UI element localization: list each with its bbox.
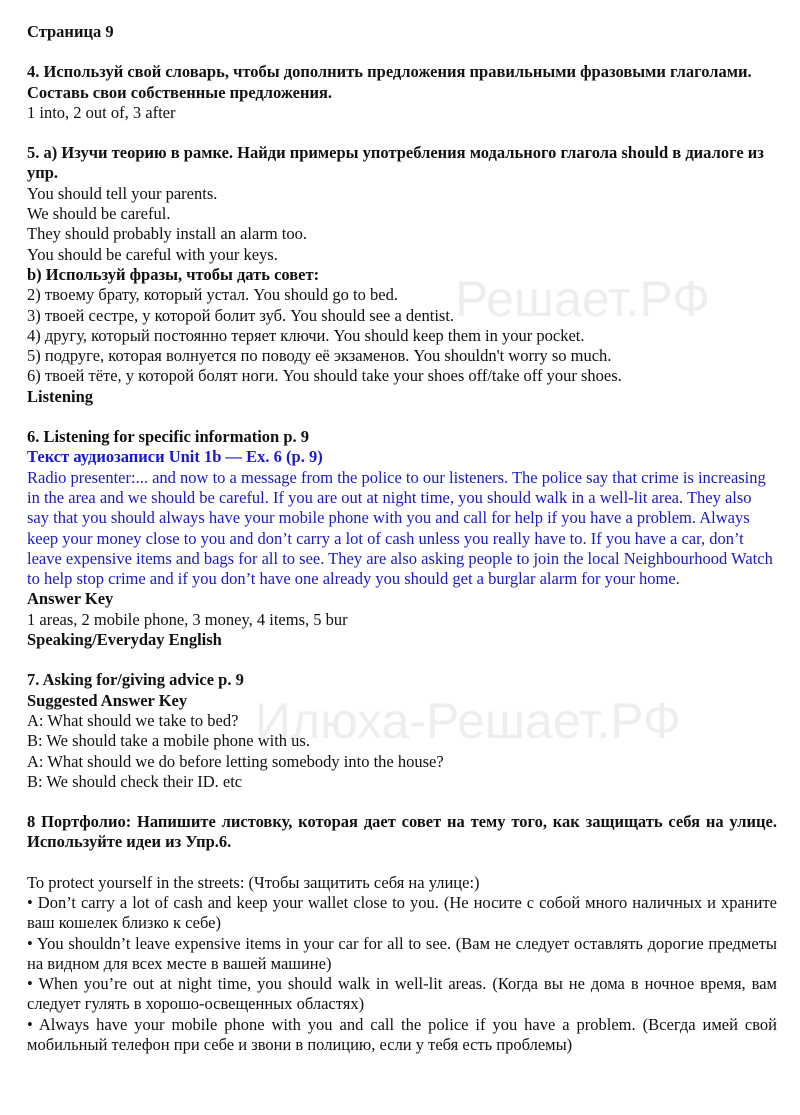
dialogue-line: B: We should check their ID. etc — [27, 771, 243, 791]
audio-transcript: Radio presenter:... and now to a message from the police to our listeners. The police say that crime is increasing in the area and we should be careful. If you are out at night time, you should walk in a well-lit area. They also say that you should always have your mobile phone with you and call for help if you have a problem. Always keep your money close to you and don’t carry a lot of cash unless you really have to. If you have a car, don’t leave expensive items and bags for all to see. They are also asking people to join the local Neighbourhood Watch to help stop crime and if you don’t have one already you should get a burglar alarm for your home. — [27, 467, 773, 589]
dialogue-line: A: What should we do before letting somebody into the house? — [27, 751, 444, 771]
watermark: Илюха-Решает.РФ — [255, 693, 682, 749]
audio-title: Текст аудиозаписи Unit 1b — Ex. 6 (p. 9) — [27, 447, 323, 467]
ex5a-heading: 5. а) Изучи теорию в рамке. Найди примеры употребления модального глагола should в диалоге из упр. — [27, 143, 764, 183]
ex8-bullet: • Don’t carry a lot of cash and keep your wallet close to you. (Не носите с собой много наличных и храните ваш кошелек близко к себе) — [27, 892, 777, 933]
answer-key-label: Answer Key — [27, 589, 114, 609]
ex5b-line: 2) твоему брату, который устал. You should go to bed. — [27, 285, 398, 305]
dialogue-line: A: What should we take to bed? — [27, 710, 239, 730]
ex5a-line: They should probably install an alarm too. — [27, 224, 307, 244]
ex8-bullet: • Always have your mobile phone with you and call the police if you have a problem. (Всегда имей свой мобильный телефон при себе и звони в полицию, если у тебя есть проблемы) — [27, 1014, 777, 1055]
dialogue-line: B: We should take a mobile phone with us. — [27, 731, 310, 751]
ex8-heading: 8 Портфолио: Напишите листовку, которая дает совет на тему того, как защищать себя на улице. Используйте идеи из Упр.6. — [27, 812, 777, 852]
document-page — [27, 22, 777, 1055]
ex5a-line: We should be careful. — [27, 204, 171, 224]
page-title: Страница 9 — [27, 22, 114, 41]
ex4-answer: 1 into, 2 out of, 3 after — [27, 102, 176, 122]
section-heading: Speaking/Everyday English — [27, 630, 222, 650]
ex7-heading: 7. Asking for/giving advice p. 9 — [27, 670, 244, 690]
ex6-heading: 6. Listening for specific information p. 9 — [27, 427, 310, 447]
section-heading: Listening — [27, 386, 94, 406]
ex4-heading: 4. Используй свой словарь, чтобы дополнить предложения правильными фразовыми глаголами. Составь свои собственные предложения. — [27, 62, 752, 102]
ex5b-line: 5) подруге, которая волнуется по поводу её экзаменов. You shouldn't worry so much. — [27, 346, 612, 366]
suggested-key-label: Suggested Answer Key — [27, 690, 188, 710]
ex8-bullet: • You shouldn’t leave expensive items in your car for all to see. (Вам не следует оставлять дорогие предметы на видном для всех месте в вашей машине) — [27, 933, 777, 973]
ex8-bullet: • When you’re out at night time, you should walk in well-lit areas. (Когда вы не дома в ночное время, вам следует гулять в хорошо-освещенных областях) — [27, 974, 777, 1014]
ex6-answer: 1 areas, 2 mobile phone, 3 money, 4 items, 5 bur — [27, 609, 348, 629]
ex5a-line: You should tell your parents. — [27, 183, 218, 203]
ex8-intro: To protect yourself in the streets: (Чтобы защитить себя на улице:) — [27, 872, 480, 892]
ex5b-line: 4) другу, который постоянно теряет ключи. You should keep them in your pocket. — [27, 325, 585, 345]
ex5b-line: 3) твоей сестре, у которой болит зуб. You should see a dentist. — [27, 305, 455, 325]
ex5b-line: 6) твоей тёте, у которой болят ноги. You should take your shoes off/take off your shoes. — [27, 366, 622, 386]
watermark: Решает.РФ — [455, 271, 711, 327]
ex5b-heading: b) Используй фразы, чтобы дать совет: — [27, 264, 320, 284]
ex5a-line: You should be careful with your keys. — [27, 244, 278, 264]
